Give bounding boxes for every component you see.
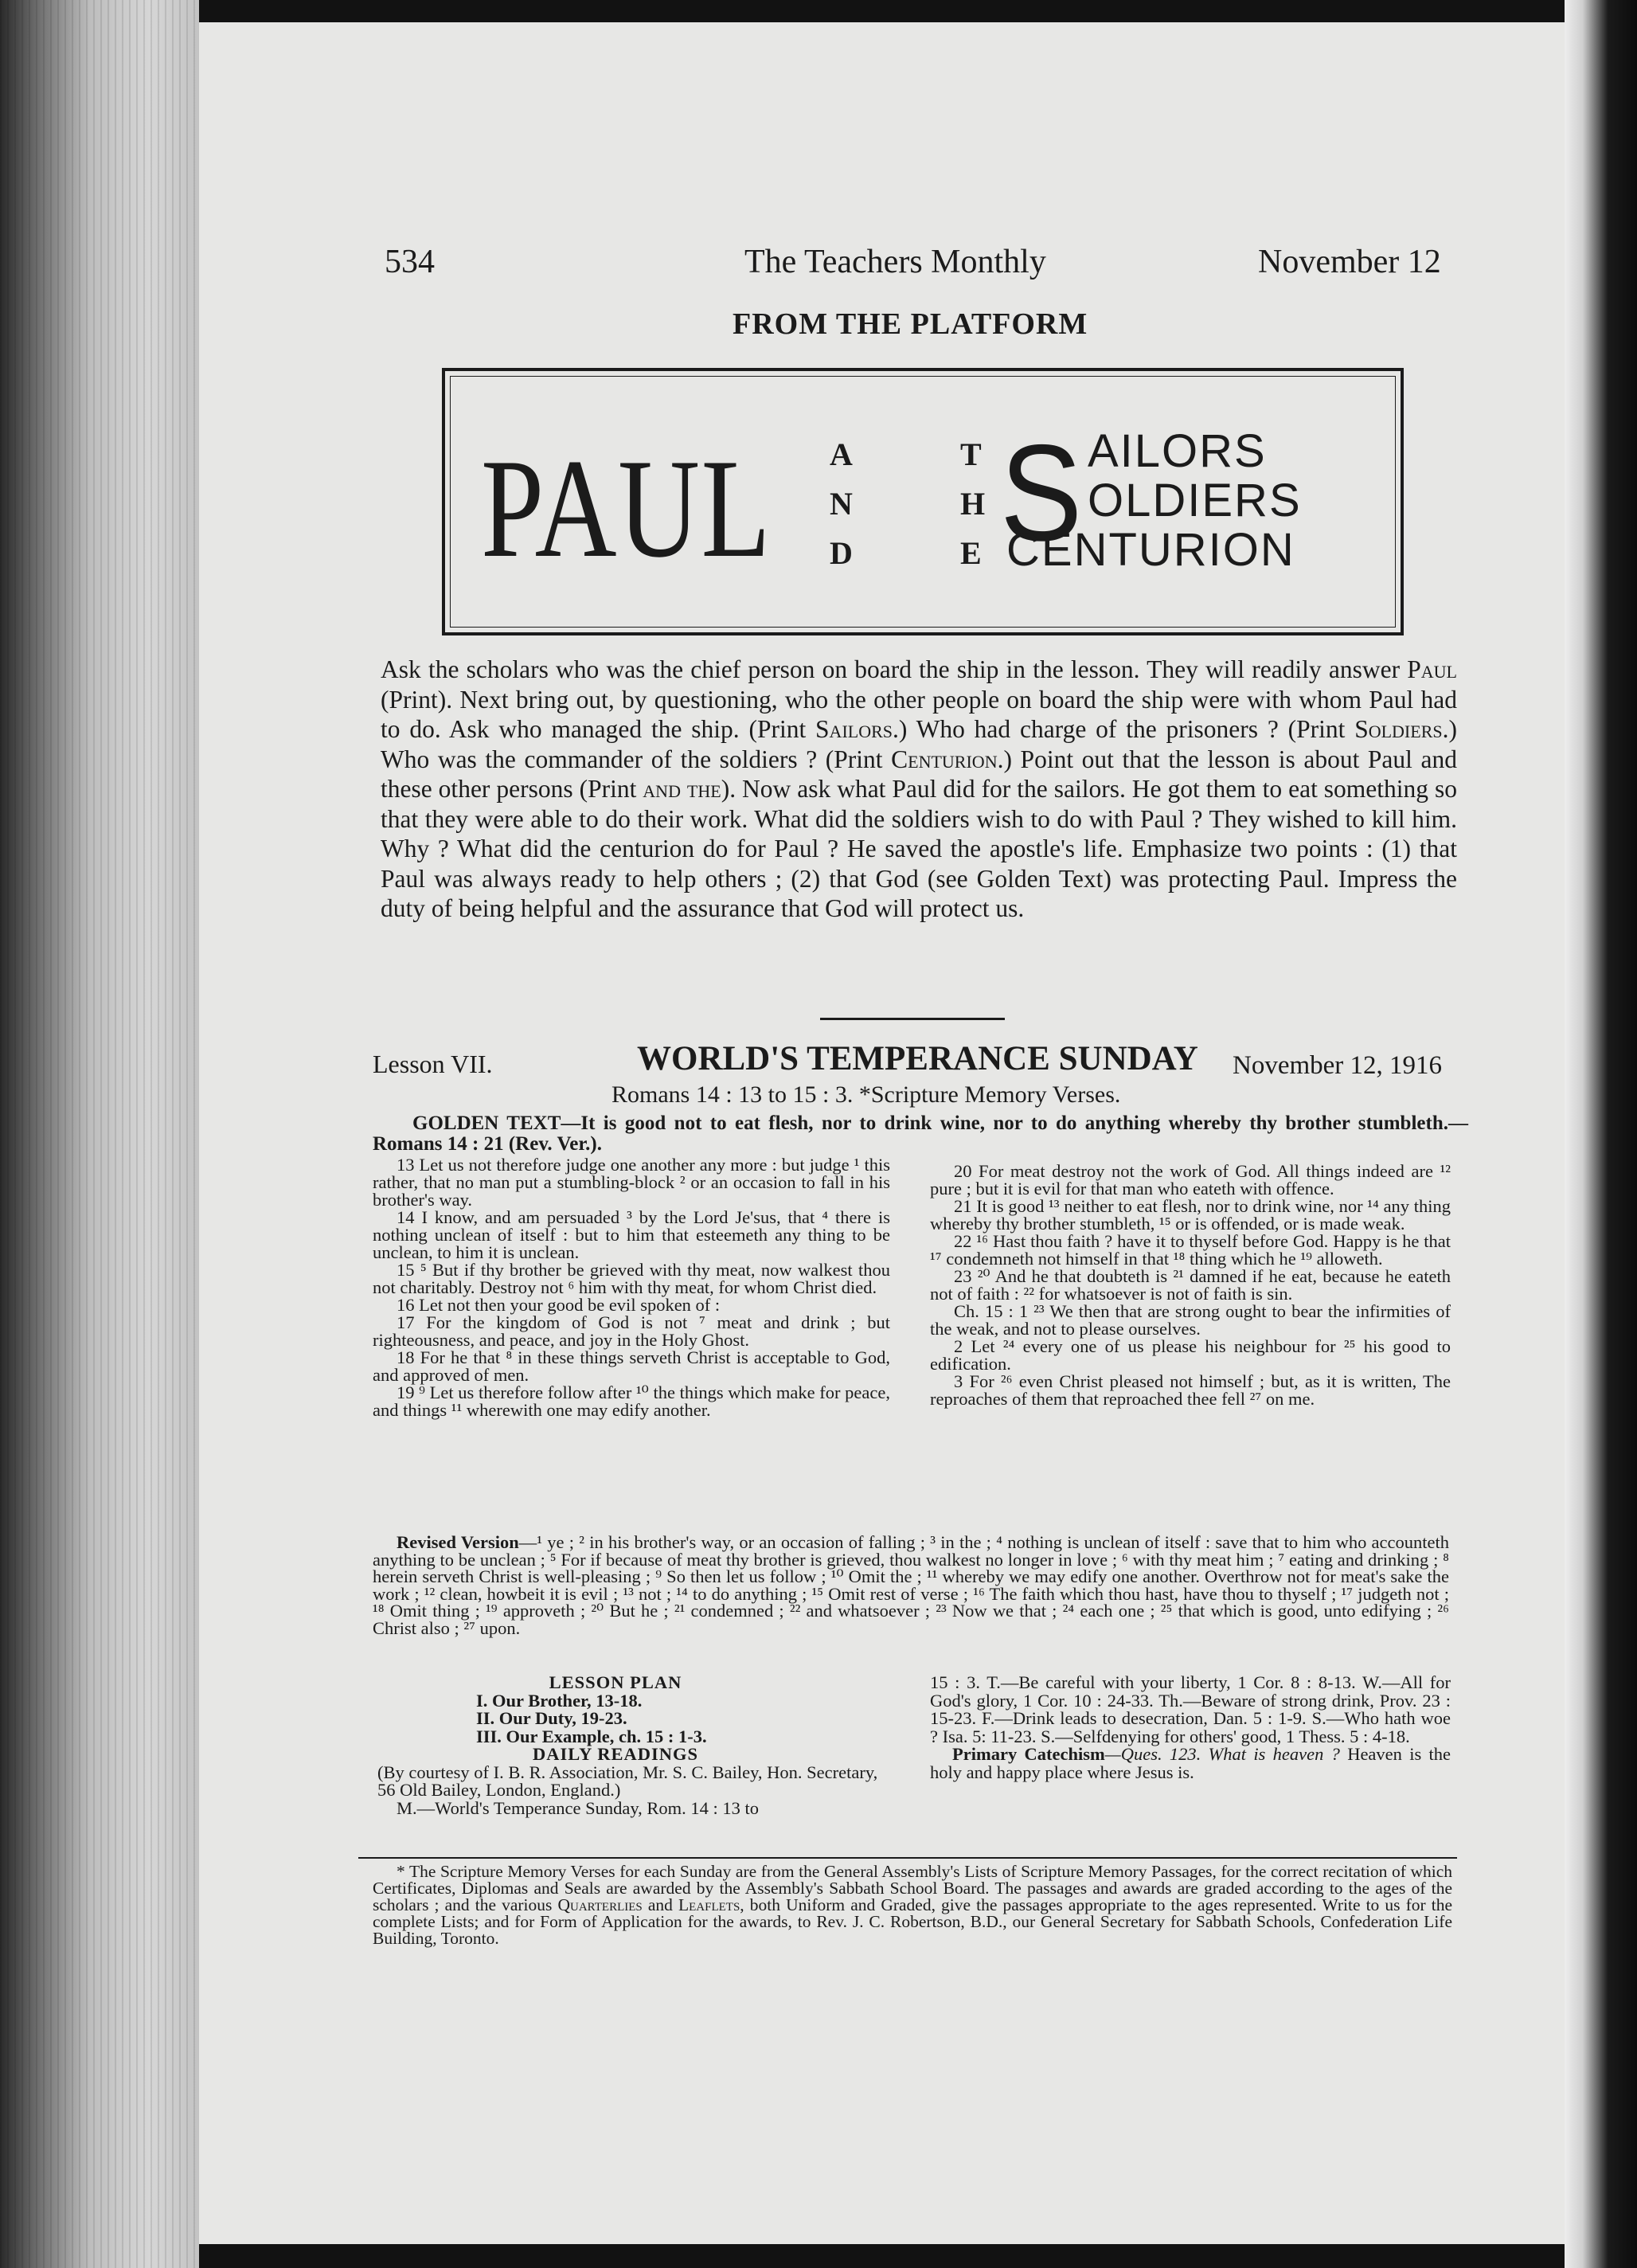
sailors-word: AILORS	[1088, 425, 1267, 477]
catechism-question: —Ques. 123. What is heaven ?	[1104, 1744, 1340, 1764]
text-run: , both Uniform and Graded, give the passages appropriate to the ages represented. Write to us for the complete Lists; and for Form of Application for the awards, to Rev. J. C. Robertson, B.D., our General Secretary for Sabbath Schools, Confederation Life Building, Toronto.	[373, 1895, 1452, 1948]
revised-version	[373, 1534, 1449, 1636]
small-caps-paul: Paul	[1407, 655, 1457, 683]
section-title: FROM THE PLATFORM	[733, 307, 1088, 341]
journal-title: The Teachers Monthly	[744, 244, 1046, 280]
text-run: .) Who was the commander of the soldiers ? (Print	[381, 715, 1457, 773]
scripture-reference: Romans 14 : 13 to 15 : 3. *Scripture Memory Verses.	[611, 1081, 1121, 1108]
revised-version-label: Revised Version	[397, 1532, 519, 1552]
primary-catechism-label: Primary Catechism	[952, 1744, 1105, 1764]
verses-left-column	[373, 1156, 890, 1419]
lesson-plan-item: II. Our Duty, 19-23.	[476, 1708, 627, 1728]
text-run: * The Scripture Memory Verses for each Sunday are from the General Assembly's Lists of Scripture Memory Passages, for the correct recitation of which Certificates, Diplomas and Seals are awarded by the Assembly's Sabbath School Board. The passages and awards are graded according to the ages of the scholars ; and the various	[373, 1862, 1452, 1914]
verses-right-column	[930, 1163, 1451, 1408]
footnote-rule	[358, 1857, 1457, 1859]
verse: 13 Let us not therefore judge one another any more : but judge ¹ this rather, that no man put a stumbling-block ² or an occasion to fall in his brother's way.	[373, 1155, 890, 1210]
shared-s-letter: S	[1000, 416, 1083, 569]
verse: Ch. 15 : 1 ²³ We then that are strong ought to bear the infirmities of the weak, and not to please ourselves.	[930, 1301, 1451, 1339]
verse: 14 I know, and am persuaded ³ by the Lord Je'sus, that ⁴ there is nothing unclean of itself : but to him that esteemeth any thing to be unclean, to him it is unclean.	[373, 1207, 890, 1262]
daily-readings-continued-block	[930, 1674, 1451, 1781]
lesson-plan-heading: LESSON PLAN	[549, 1672, 682, 1692]
text-run: ). Now ask what Paul did for the sailors. He got them to eat something so that they were able to do their work. What did the soldiers wish to do with Paul ? They wished to kill him. Why ? What did the centurion do for Paul ? He saved the apostle's life. Emphasize two points : (1) that Paul was always ready to help others ; (2) that God (see Golden Text) was protecting Paul. Impress the duty of being helpful and the assurance that God will protect us.	[381, 775, 1458, 922]
daily-readings-courtesy: (By courtesy of I. B. R. Association, Mr. S. C. Bailey, Hon. Secretary, 56 Old Bailey, London, England.)	[377, 1762, 878, 1800]
daily-readings-heading: DAILY READINGS	[532, 1744, 698, 1764]
lesson-date: November 12, 1916	[1233, 1051, 1443, 1080]
page-edges	[0, 0, 199, 2268]
verse: 17 For the kingdom of God is not ⁷ meat and drink ; but righteousness, and peace, and joy in the Holy Ghost.	[373, 1312, 890, 1350]
centurion-word: CENTURION	[1006, 524, 1295, 576]
text-run: .) Who had charge of the prisoners ? (Print	[893, 715, 1355, 743]
verse: 3 For ²⁶ even Christ pleased not himself ; but, as it is written, The reproaches of them that reproached thee fell ²⁷ on me.	[930, 1371, 1451, 1409]
platform-diagram	[442, 368, 1404, 635]
right-page-edge	[1565, 0, 1637, 2268]
small-caps-leaflets: Leaflets	[678, 1895, 740, 1914]
text-run: and	[642, 1895, 678, 1914]
text-run: (Print). Next bring out, by questioning, who the other people on board the ship were with whom Paul had to do. Ask who managed the ship. (Print	[381, 685, 1457, 743]
paul-word: PAUL	[481, 429, 772, 587]
book-spine-edge	[0, 0, 199, 2268]
lesson-plan-item: III. Our Example, ch. 15 : 1-3.	[476, 1726, 707, 1746]
text-run: .) Point out that the lesson is about Paul and these other persons (Print	[381, 745, 1457, 803]
and-letter-a: A	[830, 436, 854, 472]
the-letter-h: H	[960, 486, 986, 522]
text-run: Ask the scholars who was the chief person on board the ship in the lesson. They will readily answer	[381, 655, 1408, 683]
page-number: 534	[385, 244, 435, 280]
verse: 19 ⁹ Let us therefore follow after ¹⁰ the things which make for peace, and things ¹¹ wherewith one may edify another.	[373, 1382, 890, 1420]
and-letter-d: D	[830, 535, 854, 571]
verse: 16 Let not then your good be evil spoken of :	[397, 1295, 721, 1315]
lesson-plan-block	[373, 1674, 890, 1817]
small-caps-quarterlies: Quarterlies	[557, 1895, 643, 1914]
verse: 2 Let ²⁴ every one of us please his neighbour for ²⁵ his good to edification.	[930, 1336, 1451, 1374]
golden-text: GOLDEN TEXT—It is good not to eat flesh, nor to drink wine, nor to do anything whereby thy brother stumbleth.—Romans 14 : 21 (Rev. Ver.).	[373, 1112, 1468, 1155]
the-letter-e: E	[960, 535, 983, 571]
verse: 20 For meat destroy not the work of God. All things indeed are ¹² pure ; but it is evil for that man who eateth with offence.	[930, 1161, 1451, 1199]
inner-border	[450, 376, 1396, 628]
soldiers-word: OLDIERS	[1088, 475, 1302, 526]
the-letter-t: T	[960, 436, 983, 472]
header-date: November 12	[1258, 244, 1441, 280]
verse: 15 ⁵ But if thy brother be grieved with thy meat, now walkest thou not charitably. Destroy not ⁶ him with thy meat, for whom Christ died.	[373, 1260, 890, 1297]
lesson-plan-item: I. Our Brother, 13-18.	[476, 1690, 643, 1711]
daily-readings-monday: M.—World's Temperance Sunday, Rom. 14 : 13 to	[397, 1797, 759, 1818]
verse: 22 ¹⁶ Hast thou faith ? have it to thyself before God. Happy is he that ¹⁷ condemneth not himself in that ¹⁸ thing which he ¹⁹ alloweth.	[930, 1231, 1451, 1269]
lesson-title: WORLD'S TEMPERANCE SUNDAY	[637, 1040, 1198, 1077]
divider-rule	[820, 1018, 1005, 1020]
small-caps-centurion: Centurion	[891, 745, 998, 773]
primary-catechism	[930, 1746, 1451, 1781]
small-caps-and-the: and the	[643, 775, 721, 803]
verse: 21 It is good ¹³ neither to eat flesh, nor to drink wine, nor ¹⁴ any thing whereby thy brother stumbleth, ¹⁵ or is offended, or is made weak.	[930, 1196, 1451, 1234]
platform-paragraph	[381, 655, 1457, 924]
footnote	[373, 1863, 1452, 1947]
verse: 23 ²⁰ And he that doubteth is ²¹ damned if he eat, because he eateth not of faith : ²² for whatsoever is not of faith is sin.	[930, 1266, 1451, 1304]
lesson-number: Lesson VII.	[373, 1050, 493, 1078]
verse: 18 For he that ⁸ in these things serveth Christ is acceptable to God, and approved of men.	[373, 1347, 890, 1385]
daily-readings-continued: 15 : 3. T.—Be careful with your liberty, 1 Cor. 8 : 8-13. W.—All for God's glory, 1 Cor. 10 : 24-33. Th.—Beware of strong drink, Prov. 23 : 15-23. F.—Drink leads to desecration, Dan. 5 : 1-9. S.—Who hath woe ? Isa. 5: 11-23. S.—Selfdenying for others' good, 1 Thess. 5 : 4-18.	[930, 1672, 1451, 1746]
and-letter-n: N	[830, 486, 854, 522]
revised-version-text: —¹ ye ; ² in his brother's way, or an occasion of falling ; ³ in the ; ⁴ nothing is unclean of itself : save that to him who accounteth anything to be unclean ; ⁵ For if because of meat thy brother is grieved, thou walkest no longer in love ; ⁶ with thy meat him ; ⁷ eating and drinking ; ⁸ herein serveth Christ is well-pleasing ; ⁹ So then let us follow ; ¹⁰ Omit the ; ¹¹ whereby we may edify one another. Overthrow not for meat's sake the work ; ¹² clean, howbeit it is evil ; ¹³ not ; ¹⁴ to do anything ; ¹⁵ Omit rest of verse ; ¹⁶ The faith which thou hast, have thou to thyself ; ¹⁷ judgeth not ; ¹⁸ Omit thing ; ¹⁹ approveth ; ²⁰ But he ; ²¹ condemned ; ²² and whatsoever ; ²³ Now we that ; ²⁴ each one ; ²⁵ that which is good, unto edifying ; ²⁶ Christ also ; ²⁷ upon.	[373, 1532, 1450, 1638]
small-caps-sailors: Sailors	[815, 715, 893, 743]
small-caps-soldiers: Soldiers	[1354, 715, 1443, 743]
catechism-answer: Heaven is the holy and happy place where Jesus is.	[930, 1744, 1451, 1782]
